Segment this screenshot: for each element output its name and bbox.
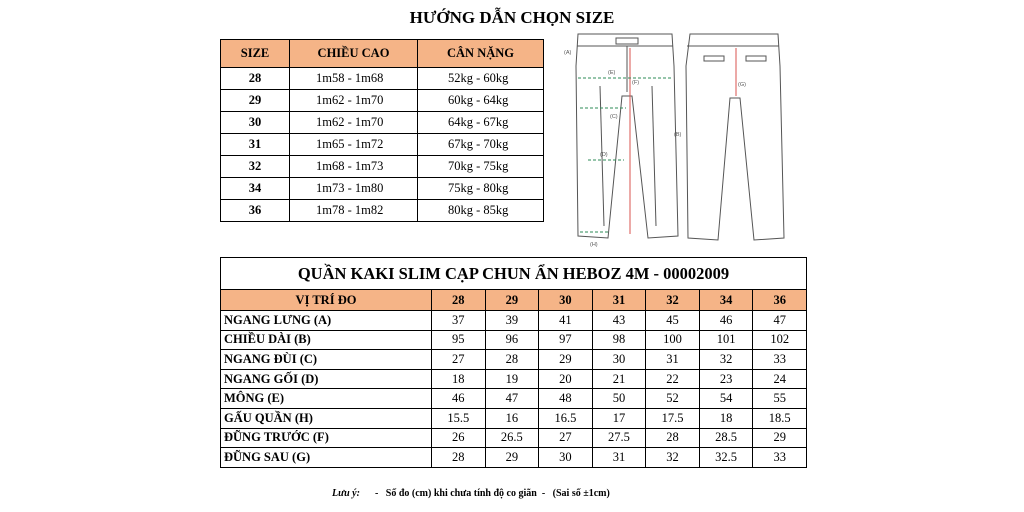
front-button-tab bbox=[616, 38, 638, 44]
value-cell: 28 bbox=[646, 428, 700, 448]
header-size-29: 29 bbox=[485, 290, 539, 311]
height-cell: 1m78 - 1m82 bbox=[290, 200, 418, 222]
measurement-row bbox=[221, 389, 807, 409]
height-cell: 1m65 - 1m72 bbox=[290, 134, 418, 156]
weight-cell: 70kg - 75kg bbox=[418, 156, 544, 178]
value-cell: 48 bbox=[539, 389, 593, 409]
value-cell: 37 bbox=[432, 311, 486, 331]
size-cell: 28 bbox=[221, 68, 290, 90]
value-cell: 15.5 bbox=[432, 408, 486, 428]
value-cell: 100 bbox=[646, 330, 700, 350]
weight-cell: 64kg - 67kg bbox=[418, 112, 544, 134]
value-cell: 29 bbox=[485, 448, 539, 468]
label-e: (E) bbox=[608, 70, 616, 76]
back-pocket-left bbox=[704, 56, 724, 61]
value-cell: 27 bbox=[539, 428, 593, 448]
value-cell: 33 bbox=[753, 350, 807, 370]
header-size: SIZE bbox=[221, 40, 290, 68]
size-cell: 31 bbox=[221, 134, 290, 156]
value-cell: 17 bbox=[592, 408, 646, 428]
value-cell: 39 bbox=[485, 311, 539, 331]
size-row bbox=[221, 156, 544, 178]
label-c: (C) bbox=[610, 114, 618, 120]
height-cell: 1m62 - 1m70 bbox=[290, 90, 418, 112]
position-label: GẤU QUẦN (H) bbox=[221, 408, 432, 428]
value-cell: 101 bbox=[699, 330, 753, 350]
header-size-36: 36 bbox=[753, 290, 807, 311]
weight-cell: 67kg - 70kg bbox=[418, 134, 544, 156]
position-label: MÔNG (E) bbox=[221, 389, 432, 409]
value-cell: 29 bbox=[753, 428, 807, 448]
label-a: (A) bbox=[564, 50, 572, 56]
measurement-row bbox=[221, 311, 807, 331]
value-cell: 26 bbox=[432, 428, 486, 448]
height-cell: 1m73 - 1m80 bbox=[290, 178, 418, 200]
note-line bbox=[332, 488, 610, 499]
value-cell: 31 bbox=[592, 448, 646, 468]
label-h: (H) bbox=[590, 242, 598, 248]
height-cell: 1m62 - 1m70 bbox=[290, 112, 418, 134]
position-label: ĐŨNG TRƯỚC (F) bbox=[221, 428, 432, 448]
value-cell: 27 bbox=[432, 350, 486, 370]
value-cell: 28 bbox=[432, 448, 486, 468]
size-row bbox=[221, 112, 544, 134]
label-d: (D) bbox=[600, 152, 608, 158]
header-position: VỊ TRÍ ĐO bbox=[221, 290, 432, 311]
size-row bbox=[221, 68, 544, 90]
size-row bbox=[221, 200, 544, 222]
position-label: ĐŨNG SAU (G) bbox=[221, 448, 432, 468]
measurement-row bbox=[221, 369, 807, 389]
value-cell: 17.5 bbox=[646, 408, 700, 428]
height-cell: 1m58 - 1m68 bbox=[290, 68, 418, 90]
header-size-31: 31 bbox=[592, 290, 646, 311]
note-dash: - bbox=[541, 488, 546, 499]
value-cell: 18.5 bbox=[753, 408, 807, 428]
value-cell: 28 bbox=[485, 350, 539, 370]
label-b: (B) bbox=[674, 132, 682, 138]
value-cell: 45 bbox=[646, 311, 700, 331]
header-size-32: 32 bbox=[646, 290, 700, 311]
value-cell: 50 bbox=[592, 389, 646, 409]
measurement-row bbox=[221, 350, 807, 370]
value-cell: 16.5 bbox=[539, 408, 593, 428]
weight-cell: 52kg - 60kg bbox=[418, 68, 544, 90]
size-cell: 30 bbox=[221, 112, 290, 134]
value-cell: 18 bbox=[432, 369, 486, 389]
value-cell: 22 bbox=[646, 369, 700, 389]
size-chart-header-row bbox=[221, 40, 544, 68]
value-cell: 28.5 bbox=[699, 428, 753, 448]
value-cell: 23 bbox=[699, 369, 753, 389]
value-cell: 98 bbox=[592, 330, 646, 350]
value-cell: 47 bbox=[753, 311, 807, 331]
value-cell: 32.5 bbox=[699, 448, 753, 468]
measurement-table bbox=[220, 257, 807, 468]
measurement-row bbox=[221, 448, 807, 468]
value-cell: 16 bbox=[485, 408, 539, 428]
note-item-2: (Sai số ±1cm) bbox=[552, 488, 610, 499]
note-dash: - bbox=[374, 488, 379, 499]
front-crease-right bbox=[652, 86, 656, 226]
value-cell: 41 bbox=[539, 311, 593, 331]
value-cell: 30 bbox=[592, 350, 646, 370]
weight-cell: 60kg - 64kg bbox=[418, 90, 544, 112]
value-cell: 97 bbox=[539, 330, 593, 350]
value-cell: 24 bbox=[753, 369, 807, 389]
size-cell: 32 bbox=[221, 156, 290, 178]
value-cell: 102 bbox=[753, 330, 807, 350]
size-row bbox=[221, 134, 544, 156]
value-cell: 43 bbox=[592, 311, 646, 331]
value-cell: 19 bbox=[485, 369, 539, 389]
value-cell: 27.5 bbox=[592, 428, 646, 448]
label-f: (F) bbox=[632, 80, 640, 86]
label-g: (G) bbox=[738, 82, 746, 88]
value-cell: 32 bbox=[646, 448, 700, 468]
weight-cell: 80kg - 85kg bbox=[418, 200, 544, 222]
value-cell: 95 bbox=[432, 330, 486, 350]
size-cell: 34 bbox=[221, 178, 290, 200]
note-label: Lưu ý: bbox=[332, 488, 360, 499]
header-size-28: 28 bbox=[432, 290, 486, 311]
size-chart-table bbox=[220, 39, 544, 222]
header-size-30: 30 bbox=[539, 290, 593, 311]
measurement-row bbox=[221, 408, 807, 428]
value-cell: 20 bbox=[539, 369, 593, 389]
back-pocket-right bbox=[746, 56, 766, 61]
value-cell: 26.5 bbox=[485, 428, 539, 448]
position-label: NGANG ĐÙI (C) bbox=[221, 350, 432, 370]
measurement-row bbox=[221, 428, 807, 448]
value-cell: 21 bbox=[592, 369, 646, 389]
measurement-header-row bbox=[221, 290, 807, 311]
value-cell: 96 bbox=[485, 330, 539, 350]
measurement-row bbox=[221, 330, 807, 350]
position-label: NGANG GỐI (D) bbox=[221, 369, 432, 389]
value-cell: 32 bbox=[699, 350, 753, 370]
value-cell: 46 bbox=[699, 311, 753, 331]
header-weight: CÂN NẶNG bbox=[418, 40, 544, 68]
value-cell: 30 bbox=[539, 448, 593, 468]
height-cell: 1m68 - 1m73 bbox=[290, 156, 418, 178]
weight-cell: 75kg - 80kg bbox=[418, 178, 544, 200]
value-cell: 47 bbox=[485, 389, 539, 409]
header-size-34: 34 bbox=[699, 290, 753, 311]
size-cell: 29 bbox=[221, 90, 290, 112]
measurement-table-title: QUẦN KAKI SLIM CẠP CHUN ẨN HEBOZ 4M - 00002009 bbox=[220, 257, 807, 289]
header-height: CHIỀU CAO bbox=[290, 40, 418, 68]
page-title: HƯỚNG DẪN CHỌN SIZE bbox=[409, 8, 615, 27]
value-cell: 29 bbox=[539, 350, 593, 370]
back-pants-outline bbox=[686, 34, 784, 240]
pants-measurement-diagram bbox=[560, 26, 820, 248]
value-cell: 54 bbox=[699, 389, 753, 409]
note-item-1: Số đo (cm) khi chưa tính độ co giãn bbox=[385, 488, 537, 499]
value-cell: 18 bbox=[699, 408, 753, 428]
size-row bbox=[221, 178, 544, 200]
size-row bbox=[221, 90, 544, 112]
value-cell: 55 bbox=[753, 389, 807, 409]
position-label: CHIỀU DÀI (B) bbox=[221, 330, 432, 350]
value-cell: 46 bbox=[432, 389, 486, 409]
size-cell: 36 bbox=[221, 200, 290, 222]
value-cell: 52 bbox=[646, 389, 700, 409]
value-cell: 31 bbox=[646, 350, 700, 370]
value-cell: 33 bbox=[753, 448, 807, 468]
position-label: NGANG LƯNG (A) bbox=[221, 311, 432, 331]
